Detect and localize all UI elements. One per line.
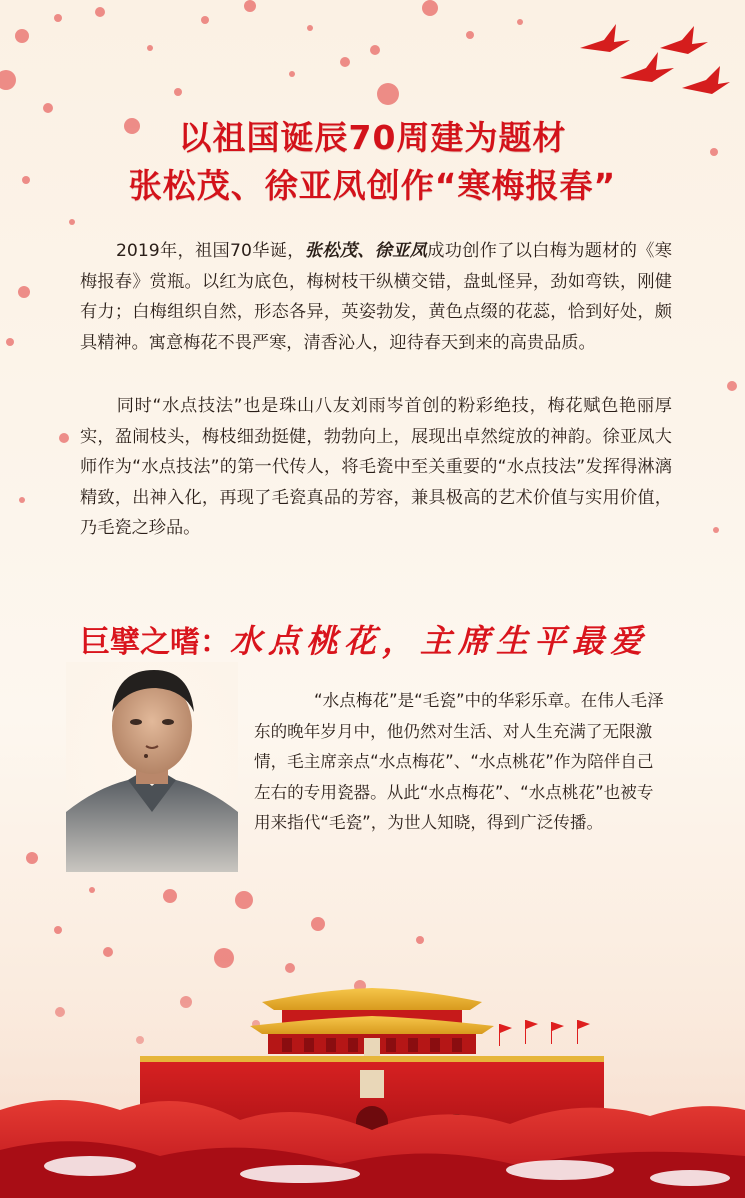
section-paragraph-text: “水点梅花”是“毛瓷”中的华彩乐章。在伟人毛泽东的晚年岁月中，他仍然对生活、对人生充满了无限激情，毛主席亲点“水点梅花”、“水点桃花”作为陪伴自己左右的专用瓷器。从此“水点梅花”、“水点桃花”也被专用来指代“毛瓷”，为世人知晓，得到广泛传播。 xyxy=(254,691,664,833)
dove-icon xyxy=(570,18,730,108)
intro-text-start: 2019年，祖国70华诞， xyxy=(116,241,305,261)
intro-paragraph-1 xyxy=(80,236,672,358)
artist-names: 张松茂、徐亚凤 xyxy=(304,241,428,261)
portrait-photo xyxy=(66,662,238,872)
page-title-line-2: 张松茂、徐亚凤创作“寒梅报春” xyxy=(128,166,617,205)
section-heading-label: 巨擘之嗜： xyxy=(80,625,230,660)
intro-paragraph-2-text: 同时“水点技法”也是珠山八友刘雨岑首创的粉彩绝技，梅花赋色艳丽厚实，盈闹枝头，梅枝细劲挺健，勃勃向上，展现出卓然绽放的神韵。徐亚凤大师作为“水点技法”的第一代传人，将毛瓷中至关重要的“水点技法”发挥得淋漓精致，出神入化，再现了毛瓷真品的芳容，兼具极高的艺术价值与实用价值，乃毛瓷之珍品。 xyxy=(80,396,672,538)
tiananmen-gate-illustration xyxy=(0,960,745,1198)
section-heading xyxy=(80,616,680,666)
page-title-line-1: 以祖国诞辰70周建为题材 xyxy=(178,118,567,157)
intro-paragraph-2 xyxy=(80,391,672,544)
section-heading-subtitle: 水点桃花，主席生平最爱 xyxy=(230,622,649,660)
intro-text-rest: 成功创作了以白梅为题材的《寒梅报春》赏瓶。以红为底色，梅树枝干纵横交错，盘虬怪异，劲如弯铁，刚健有力；白梅组织自然，形态各异，英姿勃发，黄色点缀的花蕊，恰到好处，颇具精神。寓意梅花不畏严寒，清香沁人，迎待春天到来的高贵品质。 xyxy=(80,241,672,353)
section-paragraph xyxy=(254,686,664,839)
